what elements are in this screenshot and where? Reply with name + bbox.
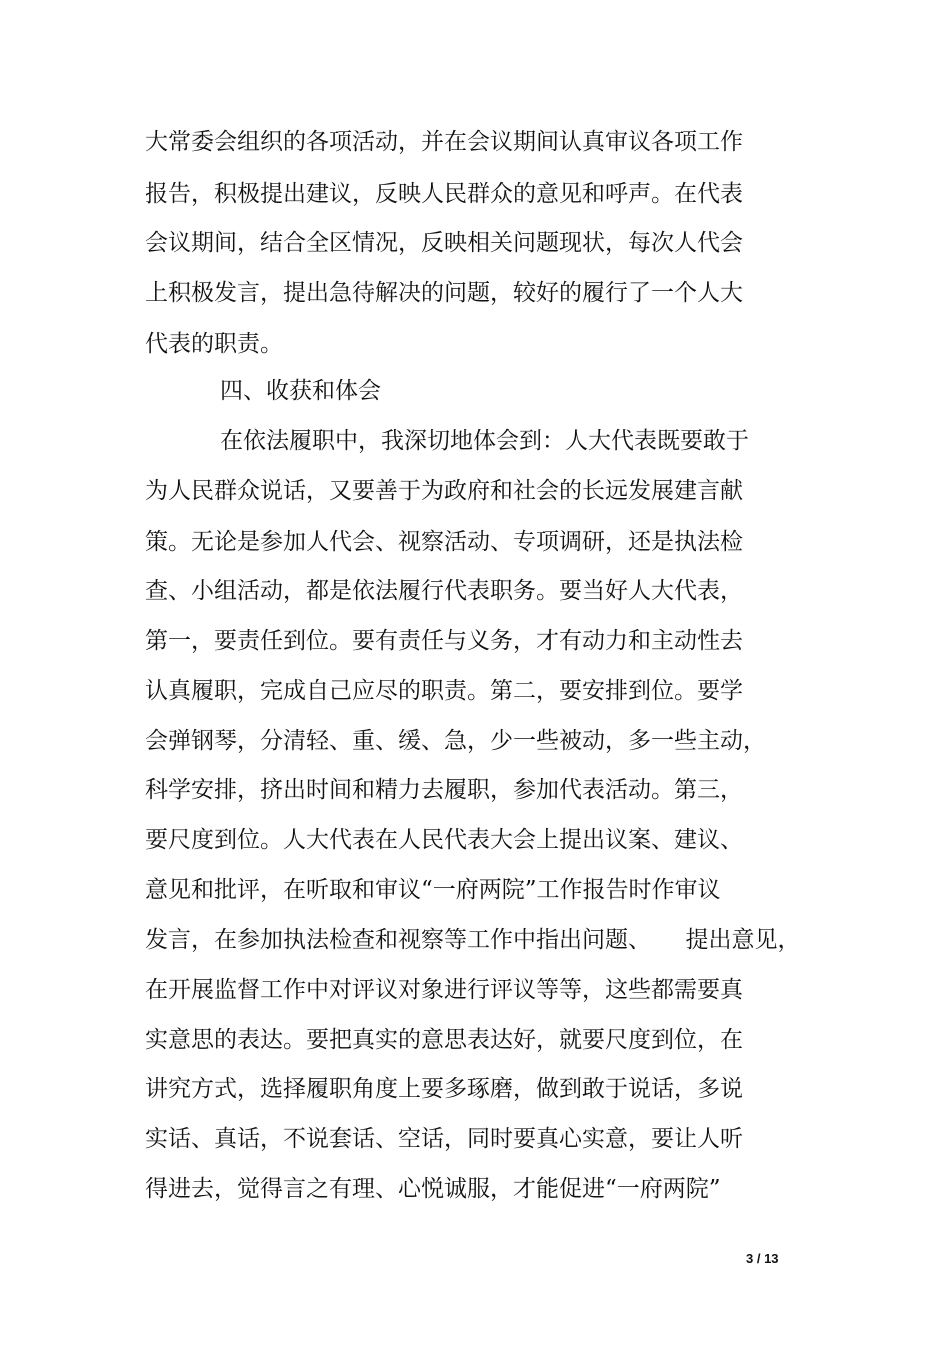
body-line: 要尺度到位。人大代表在人民代表大会上提出议案、建议、 [145,827,743,853]
body-line: 实意思的表达。要把真实的意思表达好，就要尺度到位，在 [145,1027,743,1053]
body-line: 讲究方式，选择履职角度上要多琢磨，做到敢于说话，多说 [145,1076,743,1102]
body-line: 实话、真话，不说套话、空话，同时要真心实意，要让人听 [145,1126,743,1152]
body-line: 为人民群众说话，又要善于为政府和社会的长远发展建言献 [145,478,743,504]
body-line: 认真履职，完成自己应尽的职责。第二，要安排到位。要学 [145,678,743,704]
body-line: 在依法履职中，我深切地体会到：人大代表既要敢于 [220,428,749,454]
page-number: 3 / 13 [746,1251,779,1266]
body-line: 代表的职责。 [145,331,283,357]
body-line: 报告，积极提出建议，反映人民群众的意见和呼声。在代表 [145,181,743,207]
body-line: 在开展监督工作中对评议对象进行评议等等，这些都需要真 [145,977,743,1003]
body-line: 意见和批评，在听取和审议“一府两院”工作报告时作审议 [145,877,721,903]
body-line: 大常委会组织的各项活动，并在会议期间认真审议各项工作 [145,129,743,155]
body-line: 会议期间，结合全区情况，反映相关问题现状，每次人代会 [145,230,743,256]
body-line: 得进去，觉得言之有理、心悦诚服，才能促进“一府两院” [145,1176,721,1202]
body-line: 策。无论是参加人代会、视察活动、专项调研，还是执法检 [145,529,743,555]
body-line: 第一，要责任到位。要有责任与义务，才有动力和主动性去 [145,628,743,654]
body-line: 发言，在参加执法检查和视察等工作中指出问题、 提出意见， [145,927,801,953]
body-line: 会弹钢琴，分清轻、重、缓、急，少一些被动，多一些主动， [145,728,766,754]
section-heading: 四、收获和体会 [220,378,381,404]
body-line: 科学安排，挤出时间和精力去履职，参加代表活动。第三， [145,777,743,803]
body-line: 上积极发言，提出急待解决的问题，较好的履行了一个人大 [145,280,743,306]
body-line: 查、小组活动，都是依法履行代表职务。要当好人大代表， [145,578,743,604]
